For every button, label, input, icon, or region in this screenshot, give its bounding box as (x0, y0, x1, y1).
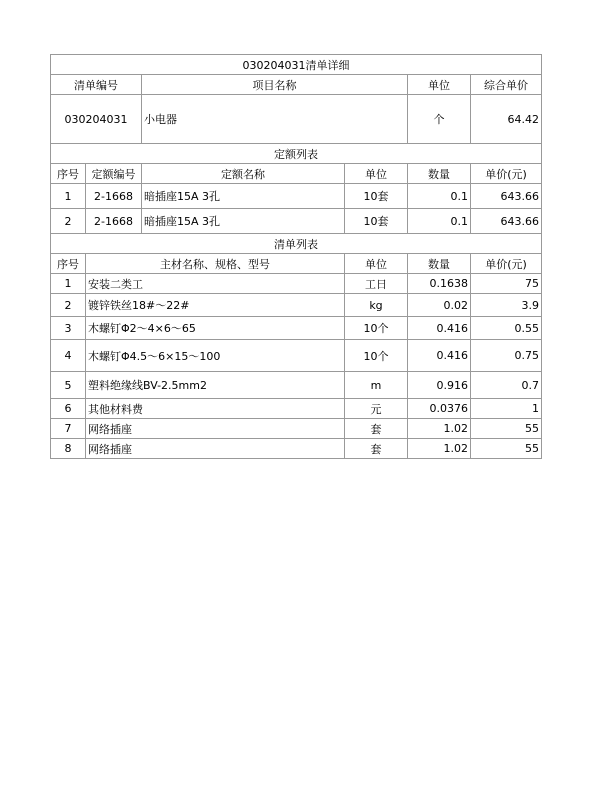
material-no: 2 (51, 294, 86, 317)
quota-unit: 10套 (345, 184, 408, 209)
quota-unit: 10套 (345, 209, 408, 234)
bill-name-header: 项目名称 (142, 75, 408, 95)
material-qty: 0.1638 (408, 274, 471, 294)
material-price: 3.9 (471, 294, 542, 317)
material-price: 75 (471, 274, 542, 294)
quota-price: 643.66 (471, 209, 542, 234)
quota-price: 643.66 (471, 184, 542, 209)
quota-row (51, 209, 542, 234)
bill-unit: 个 (408, 95, 471, 144)
material-row (51, 399, 542, 419)
quota-name: 暗插座15A 3孔 (142, 209, 345, 234)
quota-no-header: 序号 (51, 164, 86, 184)
material-price: 0.75 (471, 340, 542, 372)
material-name-header: 主材名称、规格、型号 (86, 254, 345, 274)
material-name: 网络插座 (86, 439, 345, 459)
bill-code-header: 清单编号 (51, 75, 142, 95)
material-name: 木螺钉Φ4.5～6×15～100 (86, 340, 345, 372)
material-unit: 工日 (345, 274, 408, 294)
material-price-header: 单价(元) (471, 254, 542, 274)
bill-header-row (51, 75, 542, 95)
quota-name-header: 定额名称 (142, 164, 345, 184)
material-qty: 1.02 (408, 439, 471, 459)
material-qty: 0.0376 (408, 399, 471, 419)
material-no: 8 (51, 439, 86, 459)
material-unit: 元 (345, 399, 408, 419)
quota-row (51, 184, 542, 209)
material-price: 1 (471, 399, 542, 419)
material-unit: kg (345, 294, 408, 317)
quota-section-row (51, 144, 542, 164)
material-qty: 0.416 (408, 340, 471, 372)
material-no: 3 (51, 317, 86, 340)
quota-qty-header: 数量 (408, 164, 471, 184)
material-no: 6 (51, 399, 86, 419)
material-no-header: 序号 (51, 254, 86, 274)
material-header-row (51, 254, 542, 274)
material-unit: 套 (345, 439, 408, 459)
material-name: 木螺钉Φ2～4×6～65 (86, 317, 345, 340)
material-row (51, 340, 542, 372)
quota-name: 暗插座15A 3孔 (142, 184, 345, 209)
quota-no: 1 (51, 184, 86, 209)
bill-price: 64.42 (471, 95, 542, 144)
material-qty: 1.02 (408, 419, 471, 439)
bill-price-header: 综合单价 (471, 75, 542, 95)
material-row (51, 419, 542, 439)
material-row (51, 294, 542, 317)
title-row (51, 55, 542, 75)
material-qty-header: 数量 (408, 254, 471, 274)
material-no: 4 (51, 340, 86, 372)
material-qty: 0.916 (408, 372, 471, 399)
quota-qty: 0.1 (408, 184, 471, 209)
material-price: 55 (471, 439, 542, 459)
material-name: 其他材料费 (86, 399, 345, 419)
quota-unit-header: 单位 (345, 164, 408, 184)
material-name: 塑料绝缘线BV-2.5mm2 (86, 372, 345, 399)
quota-code: 2-1668 (86, 184, 142, 209)
material-no: 1 (51, 274, 86, 294)
bill-row (51, 95, 542, 144)
material-no: 5 (51, 372, 86, 399)
material-price: 0.7 (471, 372, 542, 399)
material-unit: m (345, 372, 408, 399)
material-no: 7 (51, 419, 86, 439)
material-price: 0.55 (471, 317, 542, 340)
material-section-title: 清单列表 (51, 234, 542, 254)
bill-code: 030204031 (51, 95, 142, 144)
bill-name: 小电器 (142, 95, 408, 144)
material-unit: 10个 (345, 317, 408, 340)
material-row (51, 372, 542, 399)
quota-code-header: 定额编号 (86, 164, 142, 184)
quota-qty: 0.1 (408, 209, 471, 234)
quota-section-title: 定额列表 (51, 144, 542, 164)
bill-unit-header: 单位 (408, 75, 471, 95)
quota-no: 2 (51, 209, 86, 234)
material-unit: 10个 (345, 340, 408, 372)
material-name: 镀锌铁丝18#～22# (86, 294, 345, 317)
material-section-row (51, 234, 542, 254)
material-row (51, 274, 542, 294)
quota-code: 2-1668 (86, 209, 142, 234)
material-qty: 0.02 (408, 294, 471, 317)
material-unit-header: 单位 (345, 254, 408, 274)
quota-price-header: 单价(元) (471, 164, 542, 184)
bill-detail-table (50, 54, 542, 459)
sheet-title: 030204031清单详细 (51, 55, 542, 75)
material-qty: 0.416 (408, 317, 471, 340)
quota-header-row (51, 164, 542, 184)
material-name: 网络插座 (86, 419, 345, 439)
material-unit: 套 (345, 419, 408, 439)
material-row (51, 317, 542, 340)
material-price: 55 (471, 419, 542, 439)
material-row (51, 439, 542, 459)
material-name: 安装二类工 (86, 274, 345, 294)
